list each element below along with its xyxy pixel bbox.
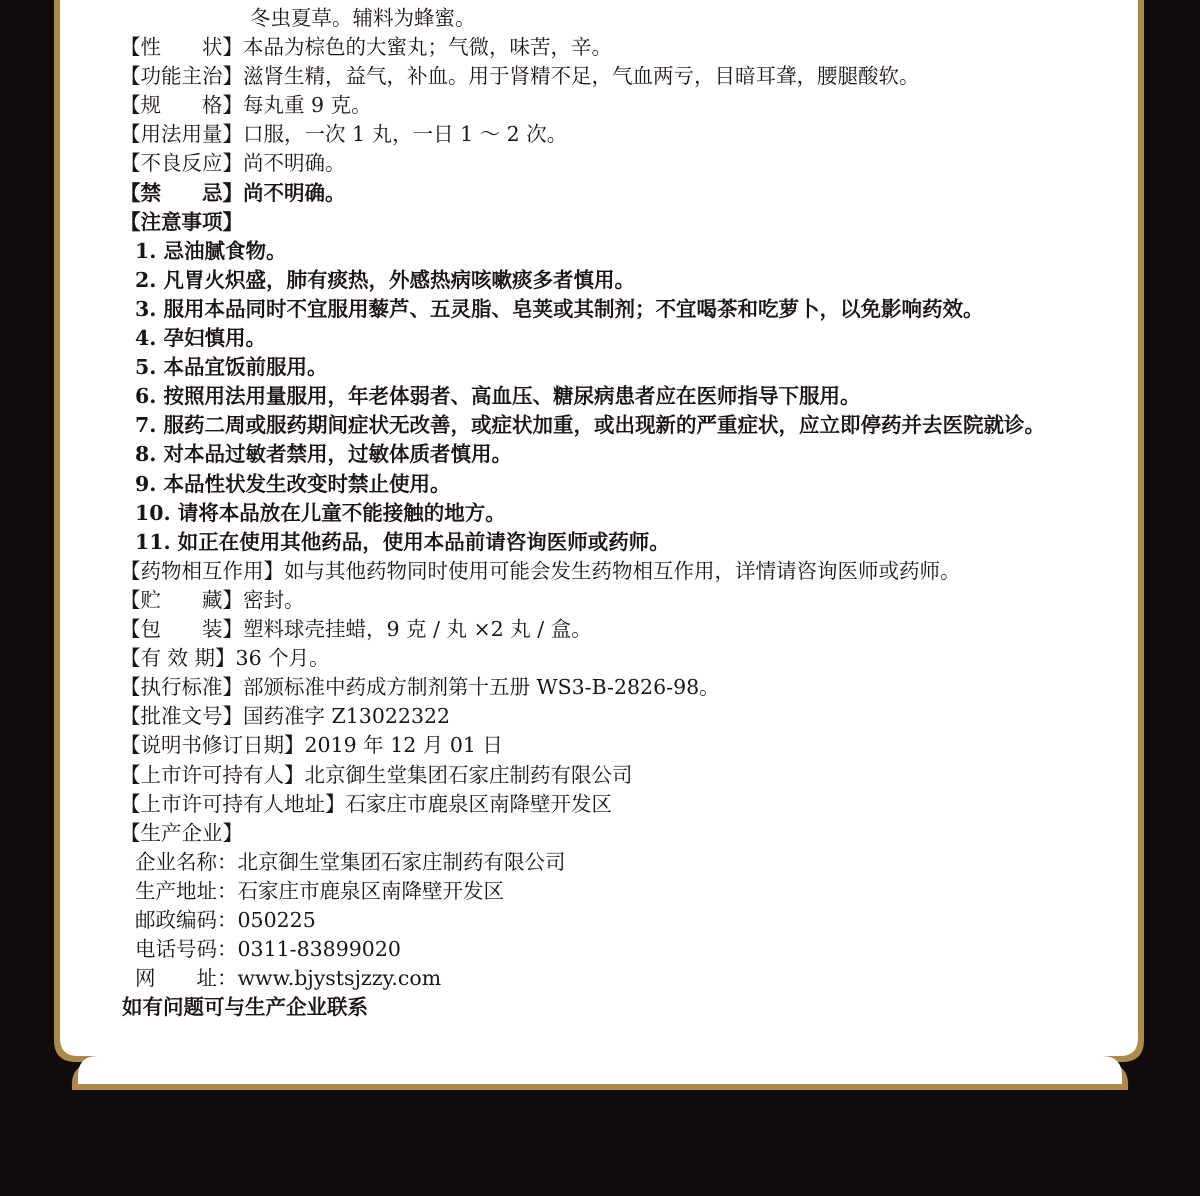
manufacturer-label: 网 址： xyxy=(135,966,238,990)
ingredients-tail: 冬虫夏草。辅料为蜂蜜。 xyxy=(250,6,476,30)
field-label: 【包 装】 xyxy=(120,617,243,641)
field-row xyxy=(120,586,305,615)
manufacturer-label: 生产地址： xyxy=(135,879,238,903)
precaution-item xyxy=(135,266,635,295)
field-label: 【不良反应】 xyxy=(120,151,243,175)
field-value: 国药准字 Z13022322 xyxy=(243,704,451,728)
field-label: 【规 格】 xyxy=(120,93,243,117)
precaution-item xyxy=(135,440,512,469)
field-row xyxy=(120,702,450,731)
field-row xyxy=(120,120,567,149)
field-value: 部颁标准中药成方制剂第十五册 WS3-B-2826-98。 xyxy=(243,675,720,699)
field-label: 【上市许可持有人地址】 xyxy=(120,792,346,816)
field-label: 【说明书修订日期】 xyxy=(120,733,305,757)
precaution-item xyxy=(135,528,670,557)
precaution-item xyxy=(135,324,266,353)
contact-note xyxy=(122,993,368,1022)
field-row xyxy=(120,673,720,702)
contact-note-text: 如有问题可与生产企业联系 xyxy=(122,995,368,1019)
field-label: 【执行标准】 xyxy=(120,675,243,699)
field-value: 滋肾生精，益气，补血。用于肾精不足，气血两亏，目暗耳聋，腰腿酸软。 xyxy=(243,64,920,88)
precaution-item xyxy=(135,237,287,266)
field-row xyxy=(120,731,503,760)
manufacturer-value: 0311-83899020 xyxy=(237,937,401,961)
precaution-text: 10. 请将本品放在儿童不能接触的地方。 xyxy=(135,501,506,525)
precaution-item xyxy=(135,470,451,499)
manufacturer-label: 企业名称： xyxy=(135,850,238,874)
precaution-text: 8. 对本品过敏者禁用，过敏体质者慎用。 xyxy=(135,442,513,466)
field-row xyxy=(120,790,612,819)
precaution-item xyxy=(135,295,984,324)
precaution-item xyxy=(135,382,861,411)
field-label: 【用法用量】 xyxy=(120,122,243,146)
field-value: 2019 年 12 月 01 日 xyxy=(304,733,503,757)
manufacturer-value: 050225 xyxy=(237,908,316,932)
precaution-item xyxy=(135,411,1045,440)
precaution-item xyxy=(135,499,506,528)
field-label: 【性 状】 xyxy=(120,35,243,59)
precaution-text: 9. 本品性状发生改变时禁止使用。 xyxy=(135,472,451,496)
field-row xyxy=(120,615,592,644)
manufacturer-heading xyxy=(120,819,243,848)
field-value: 每丸重 9 克。 xyxy=(243,93,372,117)
precaution-text: 11. 如正在使用其他药品，使用本品前请咨询医师或药师。 xyxy=(135,530,670,554)
field-label: 【禁 忌】 xyxy=(120,181,243,205)
precaution-text: 2. 凡胃火炽盛，肺有痰热，外感热病咳嗽痰多者慎用。 xyxy=(135,268,636,292)
field-value: 36 个月。 xyxy=(235,646,330,670)
field-row xyxy=(120,644,330,673)
field-value: 北京御生堂集团石家庄制药有限公司 xyxy=(304,763,633,787)
field-row xyxy=(120,761,633,790)
field-label: 【上市许可持有人】 xyxy=(120,763,305,787)
manufacturer-value: www.bjystsjzzy.com xyxy=(237,966,442,990)
section-heading: 【生产企业】 xyxy=(120,821,243,845)
field-label: 【批准文号】 xyxy=(120,704,243,728)
field-row xyxy=(120,179,346,208)
field-row xyxy=(120,91,372,120)
field-value: 石家庄市鹿泉区南降壁开发区 xyxy=(345,792,612,816)
manufacturer-row xyxy=(135,935,401,964)
manufacturer-value: 石家庄市鹿泉区南降壁开发区 xyxy=(237,879,504,903)
precaution-text: 7. 服药二周或服药期间症状无改善，或症状加重，或出现新的严重症状，应立即停药并去医院就诊。 xyxy=(135,413,1046,437)
precaution-text: 3. 服用本品同时不宜服用藜芦、五灵脂、皂荚或其制剂；不宜喝茶和吃萝卜，以免影响药效。 xyxy=(135,297,984,321)
field-label: 【功能主治】 xyxy=(120,64,243,88)
field-row xyxy=(120,33,612,62)
field-label: 【有 效 期】 xyxy=(120,646,236,670)
precaution-text: 5. 本品宜饭前服用。 xyxy=(135,355,328,379)
manufacturer-label: 电话号码： xyxy=(135,937,238,961)
field-value: 尚不明确。 xyxy=(243,181,346,205)
precaution-item xyxy=(135,353,328,382)
field-row xyxy=(120,149,346,178)
field-row xyxy=(120,557,961,586)
field-value: 塑料球壳挂蜡，9 克 / 丸 ×2 丸 / 盒。 xyxy=(243,617,592,641)
precaution-text: 6. 按照用法用量服用，年老体弱者、高血压、糖尿病患者应在医师指导下服用。 xyxy=(135,384,861,408)
field-label: 【药物相互作用】 xyxy=(120,559,284,583)
field-value: 密封。 xyxy=(243,588,305,612)
precaution-text: 1. 忌油腻食物。 xyxy=(135,239,287,263)
field-row xyxy=(120,62,920,91)
precautions-heading xyxy=(120,208,243,237)
manufacturer-row xyxy=(135,848,566,877)
manufacturer-value: 北京御生堂集团石家庄制药有限公司 xyxy=(237,850,566,874)
field-value: 口服，一次 1 丸，一日 1 ～ 2 次。 xyxy=(243,122,568,146)
section-heading: 【注意事项】 xyxy=(120,210,243,234)
manufacturer-row xyxy=(135,877,504,906)
field-value: 如与其他药物同时使用可能会发生药物相互作用，详情请咨询医师或药师。 xyxy=(284,559,961,583)
field-value: 本品为棕色的大蜜丸；气微，味苦，辛。 xyxy=(243,35,612,59)
field-label: 【贮 藏】 xyxy=(120,588,243,612)
field-value: 尚不明确。 xyxy=(243,151,346,175)
manufacturer-label: 邮政编码： xyxy=(135,908,238,932)
manufacturer-row xyxy=(135,906,316,935)
manufacturer-row xyxy=(135,964,441,993)
precaution-text: 4. 孕妇慎用。 xyxy=(135,326,267,350)
